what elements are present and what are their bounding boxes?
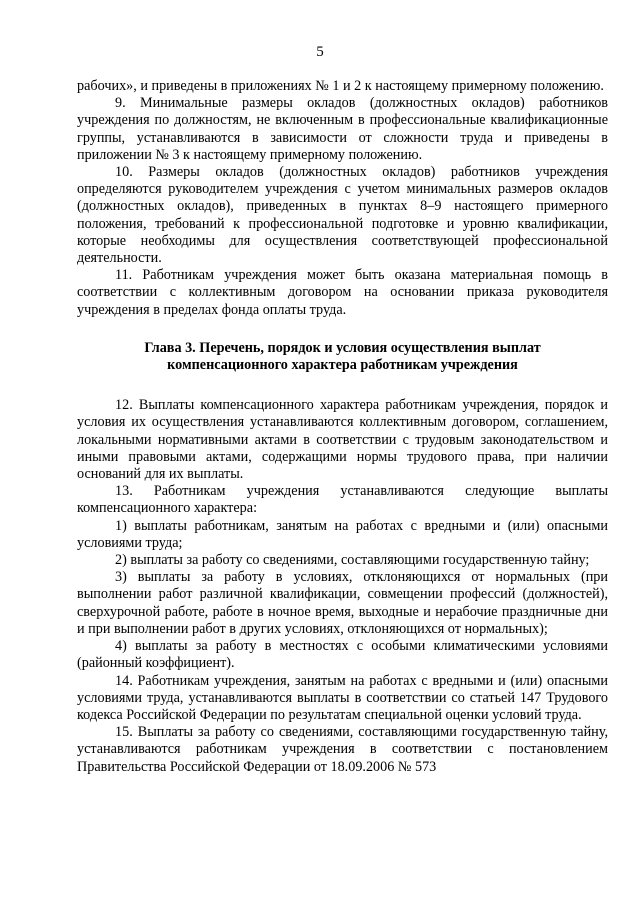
list-item-2: 2) выплаты за работу со сведениями, составляющими государственную тайну;	[115, 552, 590, 569]
paragraph-intro: рабочих», и приведены в приложениях № 1 и 2 к настоящему примерному положению.	[77, 78, 604, 94]
paragraph-10: 10. Размеры окладов (должностных окладов) работников учреждения определяются руководителем учреждения с учетом минимальных размеров окладов (должностных окладов), приведенных в пунктах 8–9 настоящего примерного положения, требований к профессиональной подготовке и уровню квалификации, которые необходимы для осуществления соответствующей профессиональной деятельности.	[77, 164, 608, 267]
document-body	[77, 78, 608, 776]
list-item-1: 1) выплаты работникам, занятым на работах с вредными и (или) опасными условиями труда;	[77, 517, 608, 551]
chapter-heading	[77, 340, 608, 374]
paragraph-12: 12. Выплаты компенсационного характера работникам учреждения, порядок и условия их осуществления устанавливаются коллективным договором, соглашением, локальными нормативными актами в соответствии с трудовым законодательством и иными правовыми актами, содержащими нормы трудового права, при наличии оснований для их выплаты.	[77, 397, 608, 483]
paragraph-9: 9. Минимальные размеры окладов (должностных окладов) работников учреждения по должностям, не включенным в профессиональные квалификационные группы, устанавливаются в зависимости от сложности труда и приведены в приложении № 3 к настоящему примерному положению.	[77, 95, 608, 163]
page-number: 5	[316, 44, 324, 60]
paragraph-13: 13. Работникам учреждения устанавливаются следующие выплаты компенсационного характера:	[77, 483, 608, 517]
paragraph-15: 15. Выплаты за работу со сведениями, составляющими государственную тайну, устанавливаются работникам учреждения в соответствии с постановлением Правительства Российской Федерации от 18.09.2006 № 573	[77, 724, 608, 775]
paragraph-11: 11. Работникам учреждения может быть оказана материальная помощь в соответствии с коллективным договором на основании приказа руководителя учреждения в пределах фонда оплаты труда.	[77, 267, 608, 318]
chapter-heading-line-2: компенсационного характера работникам учреждения	[167, 357, 518, 374]
chapter-heading-line-1: Глава 3. Перечень, порядок и условия осуществления выплат	[144, 339, 541, 356]
paragraph-14: 14. Работникам учреждения, занятым на работах с вредными и (или) опасными условиями труда, устанавливаются выплаты в соответствии со статьей 147 Трудового кодекса Российской Федерации по результатам специальной оценки условий труда.	[77, 672, 608, 723]
list-item-3: 3) выплаты за работу в условиях, отклоняющихся от нормальных (при выполнении работ различной квалификации, совмещении профессий (должностей), сверхурочной работе, работе в ночное время, выходные и нерабочие праздничные дни и при выполнении работ в других условиях, отклоняющихся от нормальных);	[77, 569, 608, 637]
list-item-4: 4) выплаты за работу в местностях с особыми климатическими условиями (районный коэффициент).	[77, 638, 608, 672]
